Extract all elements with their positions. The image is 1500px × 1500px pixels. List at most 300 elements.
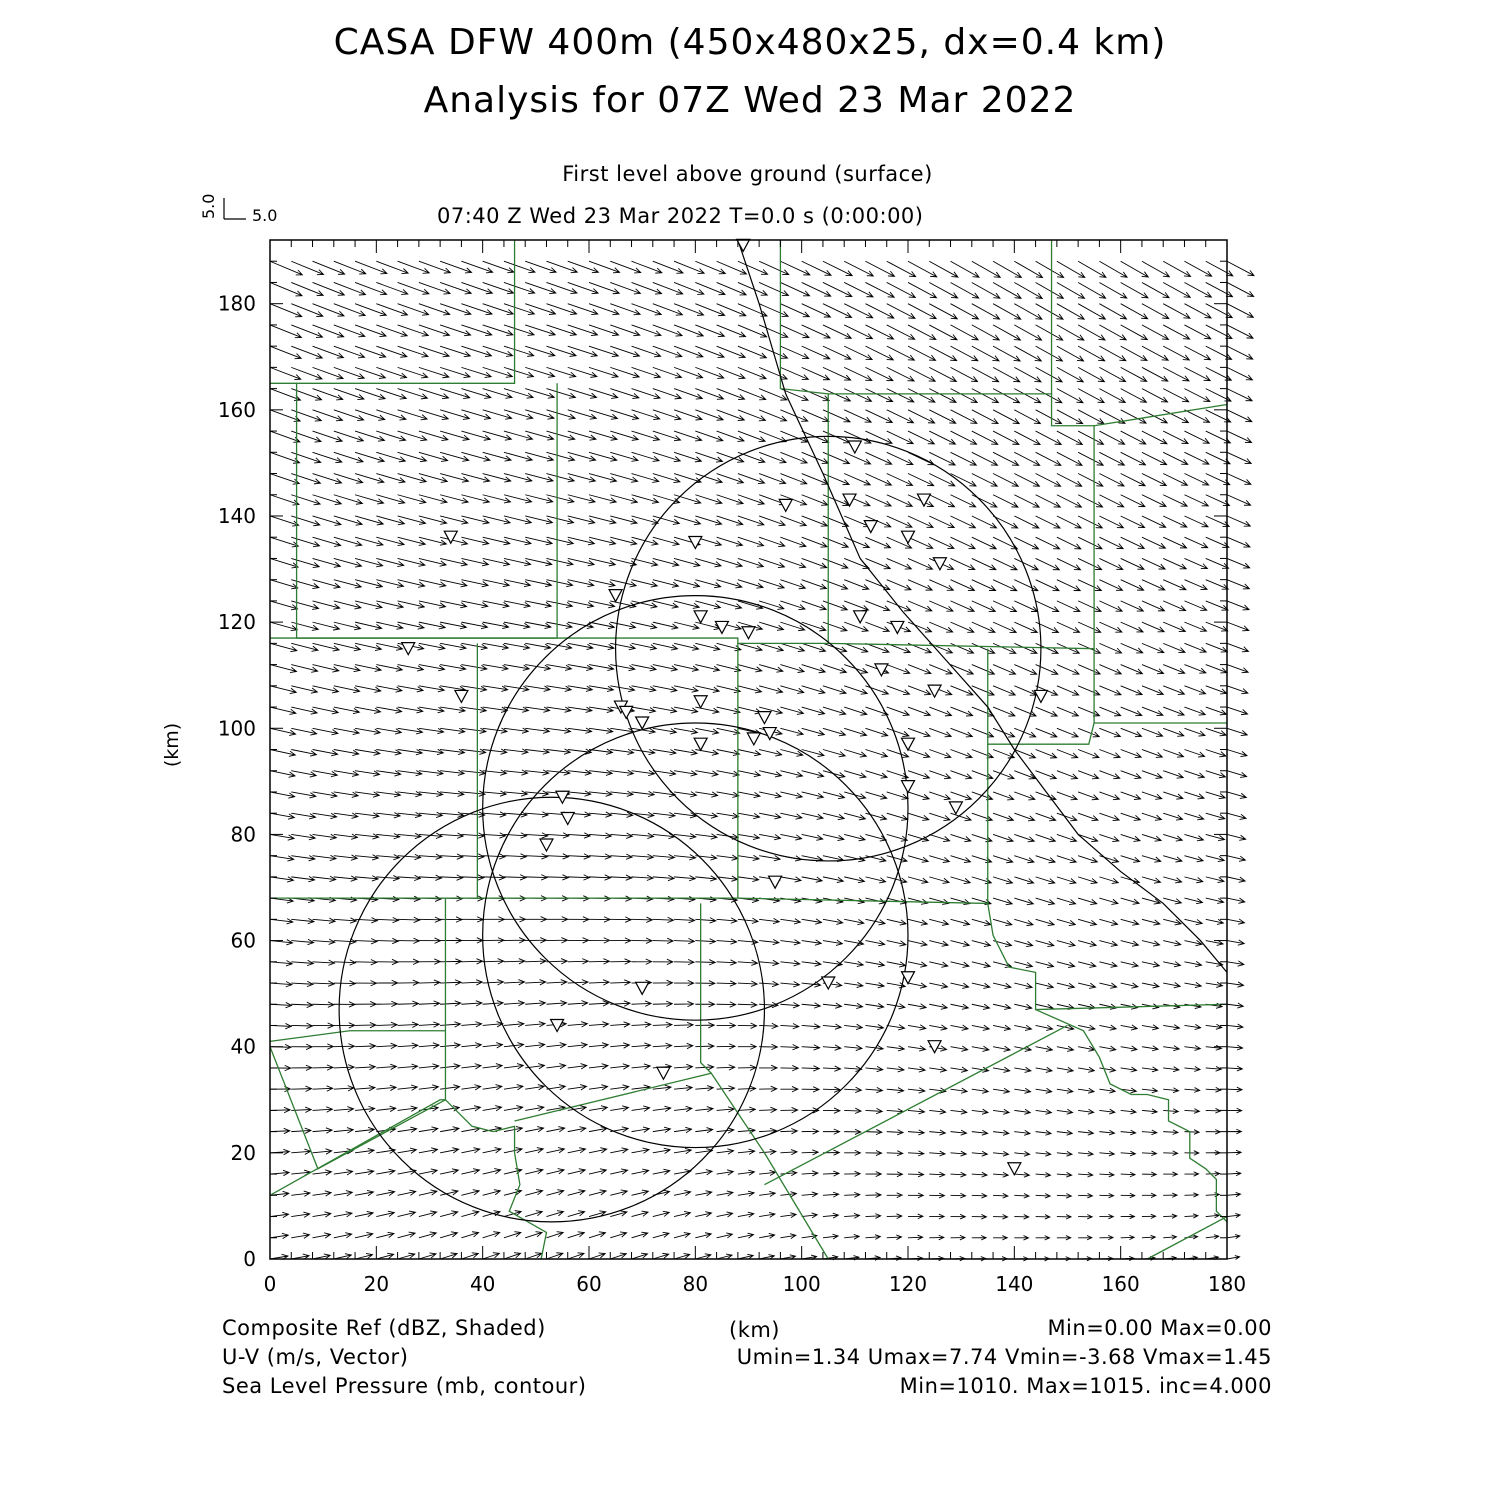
wind-vector bbox=[546, 1253, 562, 1259]
wind-vector bbox=[376, 813, 400, 818]
wind-vector bbox=[929, 516, 954, 528]
wind-vector bbox=[908, 856, 928, 863]
wind-vector bbox=[929, 580, 953, 591]
wind-vector bbox=[398, 1169, 416, 1174]
wind-vector bbox=[546, 1127, 564, 1132]
wind-vector bbox=[504, 1064, 523, 1069]
wind-vector bbox=[376, 1169, 395, 1174]
wind-vector bbox=[419, 770, 443, 775]
x-tick-label: 180 bbox=[1207, 1272, 1247, 1296]
station-marker bbox=[902, 531, 915, 543]
wind-vector bbox=[610, 1106, 628, 1111]
wind-vector bbox=[929, 1151, 945, 1156]
county-boundary bbox=[493, 1126, 546, 1259]
wind-vector bbox=[504, 643, 530, 649]
wind-vector bbox=[1227, 1087, 1242, 1092]
county-boundary bbox=[270, 1031, 445, 1042]
wind-vector bbox=[802, 771, 824, 778]
wind-vector bbox=[780, 834, 801, 840]
wind-vector bbox=[483, 812, 506, 817]
wind-vector bbox=[1227, 750, 1247, 757]
wind-vector bbox=[355, 1043, 376, 1048]
wind-vector bbox=[504, 728, 528, 733]
wind-vector bbox=[738, 686, 762, 693]
wind-vector bbox=[802, 1192, 818, 1197]
wind-vector bbox=[908, 728, 930, 736]
wind-vector bbox=[483, 854, 506, 859]
wind-vector bbox=[440, 875, 463, 880]
wind-vector bbox=[1014, 1067, 1031, 1072]
wind-vector bbox=[1099, 1235, 1113, 1239]
wind-vector bbox=[844, 389, 871, 402]
wind-vector bbox=[632, 896, 653, 901]
wind-vector bbox=[334, 813, 358, 818]
wind-vector bbox=[589, 917, 610, 922]
wind-vector bbox=[1036, 580, 1059, 591]
wind-vector bbox=[887, 1193, 902, 1198]
wind-vector bbox=[313, 813, 337, 818]
wind-vector bbox=[1036, 771, 1057, 779]
wind-vector bbox=[780, 728, 803, 735]
wind-vector bbox=[546, 749, 570, 754]
wind-vector bbox=[993, 686, 1015, 695]
wind-vector bbox=[674, 686, 698, 692]
wind-vector bbox=[929, 304, 957, 319]
wind-vector bbox=[589, 643, 614, 649]
wind-vector bbox=[887, 1025, 905, 1030]
wind-vector bbox=[1014, 516, 1039, 528]
wind-vector bbox=[483, 1064, 503, 1069]
wind-vector bbox=[398, 980, 419, 985]
wind-vector bbox=[738, 918, 758, 923]
wind-vector bbox=[483, 980, 504, 985]
wind-vector bbox=[1121, 834, 1140, 841]
wind-vector bbox=[1057, 1046, 1074, 1051]
wind-vector bbox=[844, 1108, 861, 1113]
wind-vector bbox=[844, 1234, 859, 1239]
wind-vector bbox=[908, 601, 932, 611]
radar-range-ring bbox=[483, 596, 908, 1021]
wind-vector bbox=[1057, 856, 1076, 863]
wind-vector bbox=[610, 686, 634, 692]
wind-vector bbox=[1036, 962, 1054, 968]
wind-vector bbox=[376, 938, 398, 943]
wind-vector bbox=[1184, 495, 1208, 506]
wind-vector bbox=[270, 707, 296, 714]
wind-vector bbox=[525, 495, 553, 503]
wind-vector bbox=[844, 1024, 862, 1029]
wind-vector bbox=[355, 1148, 374, 1153]
wind-vector bbox=[291, 939, 313, 944]
wind-vector bbox=[355, 813, 379, 818]
wind-vector bbox=[908, 919, 927, 925]
wind-vector bbox=[1036, 431, 1062, 444]
wind-vector bbox=[270, 750, 295, 757]
wind-vector bbox=[1099, 919, 1117, 925]
wind-vector bbox=[1057, 728, 1078, 737]
wind-vector bbox=[270, 601, 297, 610]
station-marker bbox=[694, 696, 707, 708]
wind-vector bbox=[504, 665, 529, 671]
wind-vector bbox=[844, 1150, 860, 1155]
wind-vector bbox=[738, 939, 758, 944]
wind-vector bbox=[1036, 665, 1058, 675]
wind-vector bbox=[780, 707, 803, 714]
wind-vector bbox=[780, 643, 804, 651]
wind-vector bbox=[610, 812, 632, 817]
wind-vector bbox=[419, 1148, 438, 1153]
wind-vector bbox=[1014, 431, 1040, 444]
wind-vector bbox=[674, 959, 694, 964]
wind-vector bbox=[589, 791, 612, 796]
wind-vector bbox=[674, 1001, 693, 1006]
wind-vector bbox=[1184, 1193, 1198, 1197]
wind-vector bbox=[802, 707, 825, 715]
wind-vector bbox=[695, 771, 718, 777]
wind-vector bbox=[1099, 558, 1122, 569]
wind-vector bbox=[1163, 834, 1182, 841]
wind-vector bbox=[313, 855, 337, 860]
station-marker bbox=[779, 499, 792, 511]
wind-vector bbox=[376, 834, 399, 839]
wind-vector bbox=[1227, 1003, 1243, 1008]
wind-vector bbox=[929, 962, 948, 968]
wind-vector bbox=[461, 1106, 480, 1111]
wind-vector bbox=[1036, 516, 1060, 528]
wind-vector bbox=[270, 1023, 291, 1028]
wind-vector bbox=[823, 877, 843, 883]
wind-vector bbox=[1163, 601, 1185, 611]
wind-vector bbox=[844, 537, 869, 547]
wind-vector bbox=[802, 877, 822, 882]
wind-vector bbox=[461, 875, 483, 880]
wind-vector bbox=[632, 665, 656, 671]
wind-vector bbox=[993, 474, 1018, 487]
wind-vector bbox=[674, 1043, 693, 1048]
wind-vector bbox=[525, 812, 548, 817]
wind-vector bbox=[1227, 1171, 1241, 1175]
wind-vector bbox=[844, 707, 867, 715]
wind-vector bbox=[291, 1044, 312, 1049]
wind-vector bbox=[1099, 1214, 1113, 1218]
wind-vector bbox=[653, 1085, 671, 1090]
wind-vector bbox=[695, 1023, 714, 1028]
wind-vector bbox=[802, 665, 826, 673]
wind-vector bbox=[972, 813, 992, 821]
wind-vector bbox=[951, 792, 972, 800]
wind-vector bbox=[1078, 1109, 1094, 1114]
wind-vector bbox=[589, 1085, 608, 1090]
wind-vector bbox=[270, 1170, 289, 1175]
wind-vector bbox=[355, 1064, 375, 1069]
wind-vector bbox=[802, 643, 826, 651]
wind-vector bbox=[1163, 580, 1186, 590]
wind-vector bbox=[1163, 771, 1183, 778]
wind-vector bbox=[738, 771, 760, 777]
y-tick-label: 60 bbox=[230, 928, 256, 953]
wind-vector bbox=[929, 622, 952, 632]
wind-vector bbox=[334, 1107, 354, 1112]
wind-vector bbox=[610, 1190, 627, 1195]
wind-vector bbox=[1206, 325, 1232, 339]
wind-vector bbox=[398, 959, 420, 964]
wind-vector bbox=[1057, 474, 1082, 487]
wind-vector bbox=[334, 771, 359, 777]
wind-vector bbox=[780, 961, 799, 966]
wind-vector bbox=[1078, 941, 1096, 947]
wind-vector bbox=[1099, 1151, 1114, 1156]
wind-vector bbox=[1014, 983, 1032, 989]
wind-vector bbox=[653, 1232, 669, 1237]
wind-vector bbox=[844, 834, 865, 840]
county-boundary bbox=[828, 426, 1094, 649]
wind-vector bbox=[270, 665, 297, 673]
wind-vector bbox=[483, 791, 506, 796]
wind-vector bbox=[844, 686, 867, 694]
wind-vector bbox=[525, 1169, 543, 1175]
wind-vector bbox=[1078, 516, 1102, 528]
wind-vector bbox=[525, 1106, 544, 1111]
wind-vector bbox=[461, 833, 484, 838]
wind-vector bbox=[951, 750, 972, 758]
wind-vector bbox=[717, 1107, 735, 1112]
wind-vector bbox=[908, 1109, 925, 1114]
wind-vector bbox=[568, 665, 593, 671]
wind-vector bbox=[355, 897, 378, 902]
wind-vector bbox=[823, 601, 847, 610]
wind-vector bbox=[929, 877, 949, 884]
wind-vector bbox=[270, 516, 299, 526]
wind-vector bbox=[1142, 1151, 1157, 1156]
wind-vector bbox=[546, 474, 574, 482]
wind-vector bbox=[461, 770, 485, 775]
station-marker bbox=[854, 611, 867, 623]
wind-vector bbox=[632, 812, 654, 817]
wind-vector bbox=[568, 833, 590, 838]
wind-vector bbox=[972, 728, 994, 737]
wind-vector bbox=[334, 792, 358, 797]
wind-vector bbox=[291, 876, 314, 881]
wind-vector bbox=[993, 792, 1014, 800]
station-marker bbox=[402, 643, 415, 655]
wind-vector bbox=[376, 1022, 397, 1027]
wind-vector bbox=[483, 833, 506, 838]
wind-vector bbox=[1227, 707, 1248, 715]
wind-vector bbox=[1227, 665, 1248, 673]
wind-vector bbox=[993, 261, 1021, 277]
wind-vector bbox=[887, 1067, 904, 1072]
wind-vector bbox=[823, 940, 842, 945]
wind-vector bbox=[1099, 813, 1119, 820]
wind-vector bbox=[929, 856, 949, 863]
wind-vector bbox=[1099, 580, 1122, 591]
wind-vector bbox=[972, 304, 1000, 319]
wind-vector bbox=[972, 919, 991, 925]
wind-vector bbox=[1014, 834, 1034, 841]
wind-vector bbox=[589, 833, 611, 838]
wind-vector bbox=[1142, 1046, 1158, 1051]
wind-vector bbox=[398, 1190, 416, 1195]
wind-vector bbox=[887, 834, 908, 841]
wind-vector bbox=[632, 1106, 650, 1111]
wind-vector bbox=[1184, 1045, 1200, 1050]
wind-vector bbox=[823, 558, 848, 568]
wind-vector bbox=[1078, 537, 1102, 549]
wind-vector bbox=[1014, 771, 1035, 779]
wind-vector-field bbox=[270, 261, 1254, 1261]
wind-vector bbox=[1227, 516, 1250, 526]
wind-vector bbox=[1206, 813, 1225, 819]
wind-vector bbox=[1184, 834, 1203, 840]
wind-vector bbox=[1036, 856, 1055, 863]
wind-vector bbox=[1078, 665, 1100, 675]
y-tick-label: 140 bbox=[217, 503, 256, 528]
valid-time-label: 07:40 Z Wed 23 Mar 2022 T=0.0 s (0:00:00) bbox=[437, 204, 924, 228]
wind-vector bbox=[313, 918, 336, 923]
x-tick-label: 160 bbox=[1101, 1272, 1140, 1296]
wind-vector bbox=[1057, 1109, 1073, 1114]
wind-vector bbox=[823, 1003, 842, 1008]
wind-vector bbox=[1142, 1214, 1156, 1218]
wind-vector bbox=[313, 792, 337, 798]
wind-vector bbox=[908, 750, 930, 758]
wind-vector bbox=[1121, 983, 1138, 988]
station-marker bbox=[540, 839, 553, 851]
wind-vector bbox=[483, 1022, 503, 1027]
wind-vector bbox=[1014, 665, 1036, 675]
wind-vector bbox=[1078, 792, 1098, 800]
wind-vector bbox=[972, 1151, 988, 1156]
wind-vector bbox=[1014, 962, 1032, 968]
wind-vector bbox=[270, 1002, 292, 1007]
wind-vector bbox=[1163, 495, 1187, 506]
wind-vector bbox=[1099, 261, 1127, 277]
wind-vector bbox=[376, 1043, 396, 1048]
wind-vector bbox=[1121, 728, 1142, 736]
wind-vector bbox=[951, 962, 969, 968]
wind-vector bbox=[1099, 1025, 1116, 1030]
wind-vector bbox=[1163, 1193, 1177, 1197]
wind-vector bbox=[929, 941, 948, 947]
wind-vector bbox=[419, 938, 441, 943]
wind-vector bbox=[993, 877, 1012, 884]
wind-vector bbox=[972, 474, 997, 487]
wind-vector bbox=[865, 558, 890, 568]
wind-vector bbox=[951, 877, 971, 884]
wind-vector bbox=[440, 791, 464, 796]
wind-vector bbox=[759, 792, 781, 798]
wind-vector bbox=[440, 1232, 457, 1238]
wind-vector bbox=[653, 1043, 672, 1048]
wind-vector bbox=[1036, 792, 1056, 800]
wind-vector bbox=[1163, 962, 1180, 967]
wind-vector bbox=[376, 980, 397, 985]
wind-vector bbox=[610, 1253, 626, 1259]
wind-vector bbox=[589, 1253, 605, 1259]
wind-vector bbox=[1163, 1151, 1177, 1156]
wind-vector bbox=[780, 1044, 798, 1049]
wind-vector bbox=[865, 1108, 882, 1113]
wind-vector bbox=[887, 1214, 902, 1219]
wind-vector bbox=[568, 1043, 587, 1048]
wind-vector bbox=[695, 1233, 711, 1238]
wind-vector bbox=[674, 643, 699, 650]
wind-vector bbox=[1227, 1192, 1241, 1196]
wind-vector bbox=[1057, 261, 1085, 277]
wind-vector bbox=[419, 917, 441, 922]
wind-vector bbox=[398, 1232, 416, 1238]
wind-vector bbox=[1078, 431, 1103, 444]
wind-vector bbox=[610, 1232, 626, 1238]
wind-vector bbox=[993, 707, 1015, 716]
wind-vector bbox=[1057, 1088, 1073, 1093]
county-boundary bbox=[297, 383, 558, 638]
wind-vector bbox=[291, 918, 314, 923]
wind-vector bbox=[738, 834, 759, 839]
wind-vector bbox=[1227, 898, 1245, 903]
wind-vector bbox=[1121, 643, 1143, 653]
wind-vector bbox=[951, 325, 979, 340]
wind-vector bbox=[1184, 728, 1204, 736]
wind-vector bbox=[334, 1044, 355, 1049]
wind-vector bbox=[1184, 580, 1207, 590]
wind-vector bbox=[1142, 983, 1159, 988]
wind-vector bbox=[1036, 1088, 1052, 1093]
wind-vector bbox=[334, 1128, 353, 1133]
wind-vector bbox=[419, 1253, 436, 1259]
wind-vector bbox=[717, 1023, 736, 1028]
wind-vector bbox=[972, 452, 998, 465]
wind-vector bbox=[951, 1109, 967, 1114]
station-marker bbox=[758, 712, 771, 724]
wind-vector bbox=[717, 792, 739, 797]
wind-vector bbox=[376, 728, 401, 734]
wind-vector bbox=[270, 981, 292, 986]
wind-vector bbox=[589, 959, 609, 964]
wind-vector bbox=[951, 919, 970, 925]
county-boundary bbox=[1147, 1217, 1227, 1259]
wind-vector bbox=[589, 1106, 607, 1111]
wind-vector bbox=[1121, 495, 1145, 507]
wind-vector bbox=[1036, 983, 1054, 988]
wind-vector bbox=[610, 1148, 628, 1153]
wind-vector bbox=[1057, 452, 1082, 465]
wind-vector bbox=[1078, 983, 1095, 988]
wind-vector bbox=[419, 707, 444, 713]
wind-vector bbox=[1142, 558, 1165, 569]
wind-vector bbox=[1078, 1236, 1092, 1240]
wind-vector bbox=[419, 1022, 439, 1027]
wind-vector bbox=[568, 707, 592, 712]
wind-vector bbox=[865, 771, 887, 778]
wind-vector bbox=[504, 980, 525, 985]
wind-vector bbox=[1057, 537, 1081, 549]
wind-vector bbox=[1227, 1066, 1242, 1071]
wind-vector bbox=[887, 495, 913, 506]
wind-vector bbox=[1014, 1088, 1030, 1093]
wind-vector bbox=[972, 1109, 988, 1114]
wind-vector bbox=[908, 792, 929, 800]
wind-vector bbox=[610, 1085, 628, 1090]
wind-vector bbox=[1142, 622, 1164, 632]
wind-vector bbox=[1099, 877, 1118, 884]
wind-vector bbox=[525, 917, 546, 922]
footer-left-line3: Sea Level Pressure (mb, contour) bbox=[222, 1374, 587, 1398]
wind-vector bbox=[993, 1004, 1011, 1009]
wind-vector bbox=[398, 728, 423, 734]
wind-vector bbox=[887, 686, 910, 695]
wind-vector bbox=[1099, 367, 1125, 381]
